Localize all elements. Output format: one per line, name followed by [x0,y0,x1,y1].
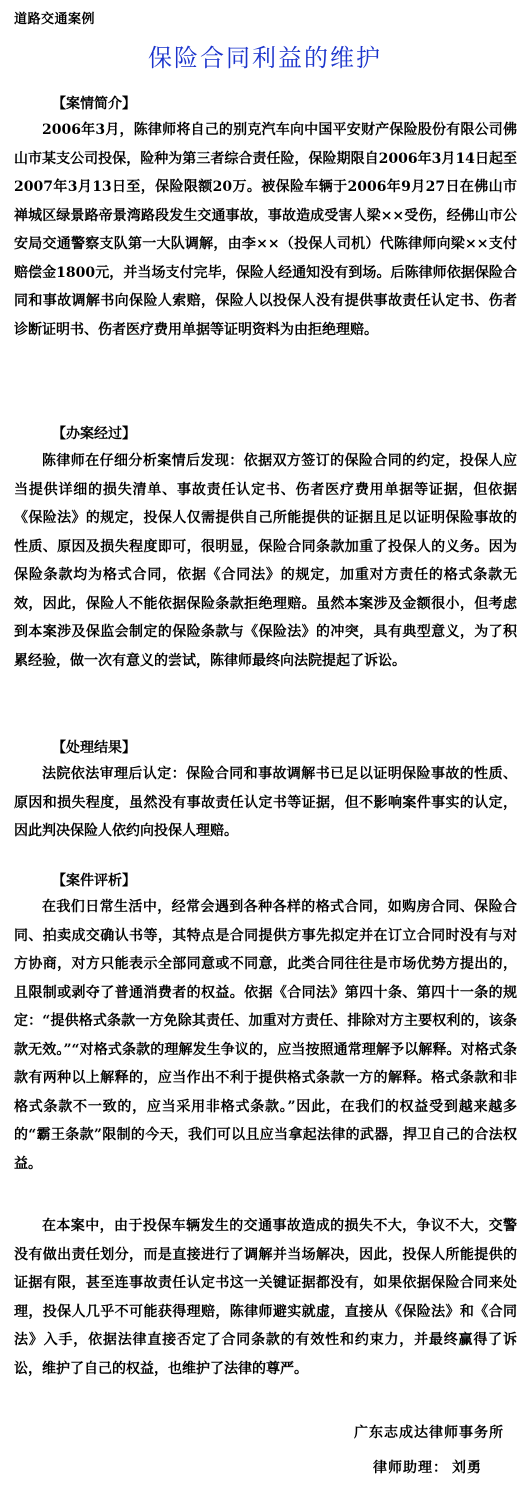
signature-firm: 广东志成达律师事务所 [354,1425,504,1441]
case-analysis-paragraph-1: 在我们日常生活中，经常会遇到各种各样的格式合同，如购房合同、保险合同、拍卖成交确认书等，其特点是合同提供方事先拟定并在订立合同时没有与对方协商，对方只能表示全部同意或不同意，此类合同往往是市场优势方提出的，且限制或剥夺了普通消费者的权益。依据《合同法》第四十条、第四十一条的规定：“提供格式条款一方免除其责任、加重对方责任、排除对方主要权利的，该条款无效。”“对格式条款的理解发生争议的，应当按照通常理解予以解释。对格式条款有两种以上解释的，应当作出不利于提供格式条款一方的解释。格式条款和非格式条款不一致的，应当采用非格式条款。”因此，在我们的权益受到越来越多的“霸王条款”限制的今天，我们可以且应当拿起法律的武器，捍卫自己的合法权益。 [14,899,517,1172]
case-analysis-paragraph-2: 在本案中，由于投保车辆发生的交通事故造成的损失不大，争议不大，交警没有做出责任划分，而是直接进行了调解并当场解决，因此，投保人所能提供的证据有限，甚至连事故责任认定书这一关键证据都没有，如果依据保险合同来处理，投保人几乎不可能获得理赔，陈律师避实就虚，直接从《保险法》和《合同法》入手，依据法律直接否定了合同条款的有效性和约束力，并最终赢得了诉讼，维护了自己的权益，也维护了法律的尊严。 [14,1218,517,1377]
assistant-label: 律师助理： [373,1460,448,1476]
handling-process-paragraph: 陈律师在仔细分析案情后发现：依据双方签订的保险合同的约定，投保人应当提供详细的损失清单、事故责任认定书、伤者医疗费用单据等证据，但依据《保险法》的规定，投保人仅需提供自己所能提供的证据且足以证明保险事故的性质、原因及损失程度即可，很明显，保险合同条款加重了投保人的义务。因为保险条款均为格式合同，依据《合同法》的规定，加重对方责任的格式条款无效，因此，保险人不能依据保险条款拒绝理赔。虽然本案涉及金额很小，但考虑到本案涉及保监会制定的保险条款与《保险法》的冲突，具有典型意义，为了积累经验，做一次有意义的尝试，陈律师最终向法院提起了诉讼。 [14,453,517,669]
case-summary-paragraph: 2006年3月，陈律师将自己的别克汽车向中国平安财产保险股份有限公司佛山市某支公司投保，险种为第三者综合责任险，保险期限自2006年3月14日起至2007年3月13日至，保险限额20万。被保险车辆于2006年9月27日在佛山市禅城区绿景路帝景湾路段发生交通事故，事故造成受害人梁××受伤，经佛山市公安局交通警察支队第一大队调解，由李××（投保人司机）代陈律师向梁××支付赔偿金1800元，并当场支付完毕，保险人经通知没有到场。后陈律师依据保险合同和事故调解书向保险人索赔，保险人以投保人没有提供事故责任认定书、伤者诊断证明书、伤者医疗费用单据等证明资料为由拒绝理赔。 [14,122,517,338]
section-heading-case-summary: 【案情简介】 [52,96,136,112]
document-category: 道路交通案例 [14,12,96,27]
section-heading-handling-process: 【办案经过】 [52,426,136,442]
result-paragraph: 法院依法审理后认定：保险合同和事故调解书已足以证明保险事故的性质、原因和损失程度，虽然没有事故责任认定书等证据，但不影响案件事实的认定，因此判决保险人依约向投保人理赔。 [14,766,517,839]
document-title: 保险合同利益的维护 [148,44,382,72]
section-heading-result: 【处理结果】 [52,740,136,756]
signature-assistant [369,1457,482,1477]
section-heading-case-analysis: 【案件评析】 [52,873,136,889]
assistant-name: 刘勇 [452,1460,482,1476]
